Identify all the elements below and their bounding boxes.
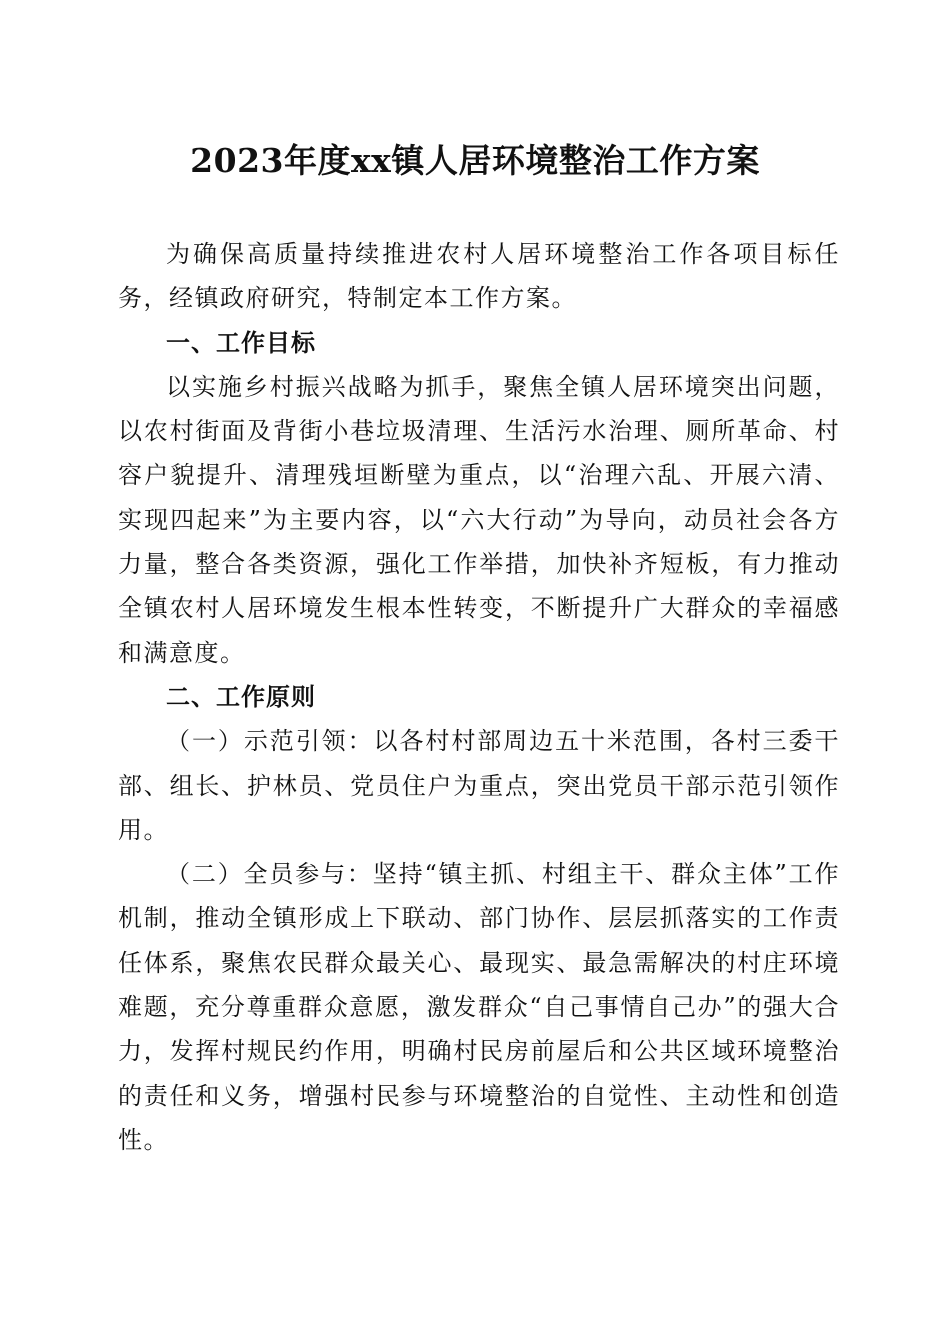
- section-heading-principles: 二、工作原则: [166, 682, 316, 711]
- principle-paragraph-2: （二）全员参与：坚持“镇主抓、村组主干、群众主体”工作机制，推动全镇形成上下联动、部门协作、层层抓落实的工作责任体系，聚焦农民群众最关心、最现实、最急需解决的村庄环境难题，充分尊重群众意愿，激发群众“自己事情自己办”的强大合力，发挥村规民约作用，明确村民房前屋后和公共区域环境整治的责任和义务，增强村民参与环境整治的自觉性、主动性和创造性。: [118, 860, 840, 1154]
- section-heading-goals: 一、工作目标: [166, 328, 316, 357]
- goals-paragraph: 以实施乡村振兴战略为抓手，聚焦全镇人居环境突出问题，以农村街面及背街小巷垃圾清理、生活污水治理、厕所革命、村容户貌提升、清理残垣断壁为重点，以“治理六乱、开展六清、实现四起来”为主要内容，以“六大行动”为导向，动员社会各方力量，整合各类资源，强化工作举措，加快补齐短板，有力推动全镇农村人居环境发生根本性转变，不断提升广大群众的幸福感和满意度。: [118, 372, 840, 667]
- document-title: 2023年度xx镇人居环境整治工作方案: [190, 141, 760, 180]
- document-body: [118, 232, 840, 1162]
- principle-paragraph-1: （一）示范引领：以各村村部周边五十米范围，各村三委干部、组长、护林员、党员住户为重点，突出党员干部示范引领作用。: [118, 727, 840, 844]
- intro-paragraph: 为确保高质量持续推进农村人居环境整治工作各项目标任务，经镇政府研究，特制定本工作方案。: [118, 240, 840, 313]
